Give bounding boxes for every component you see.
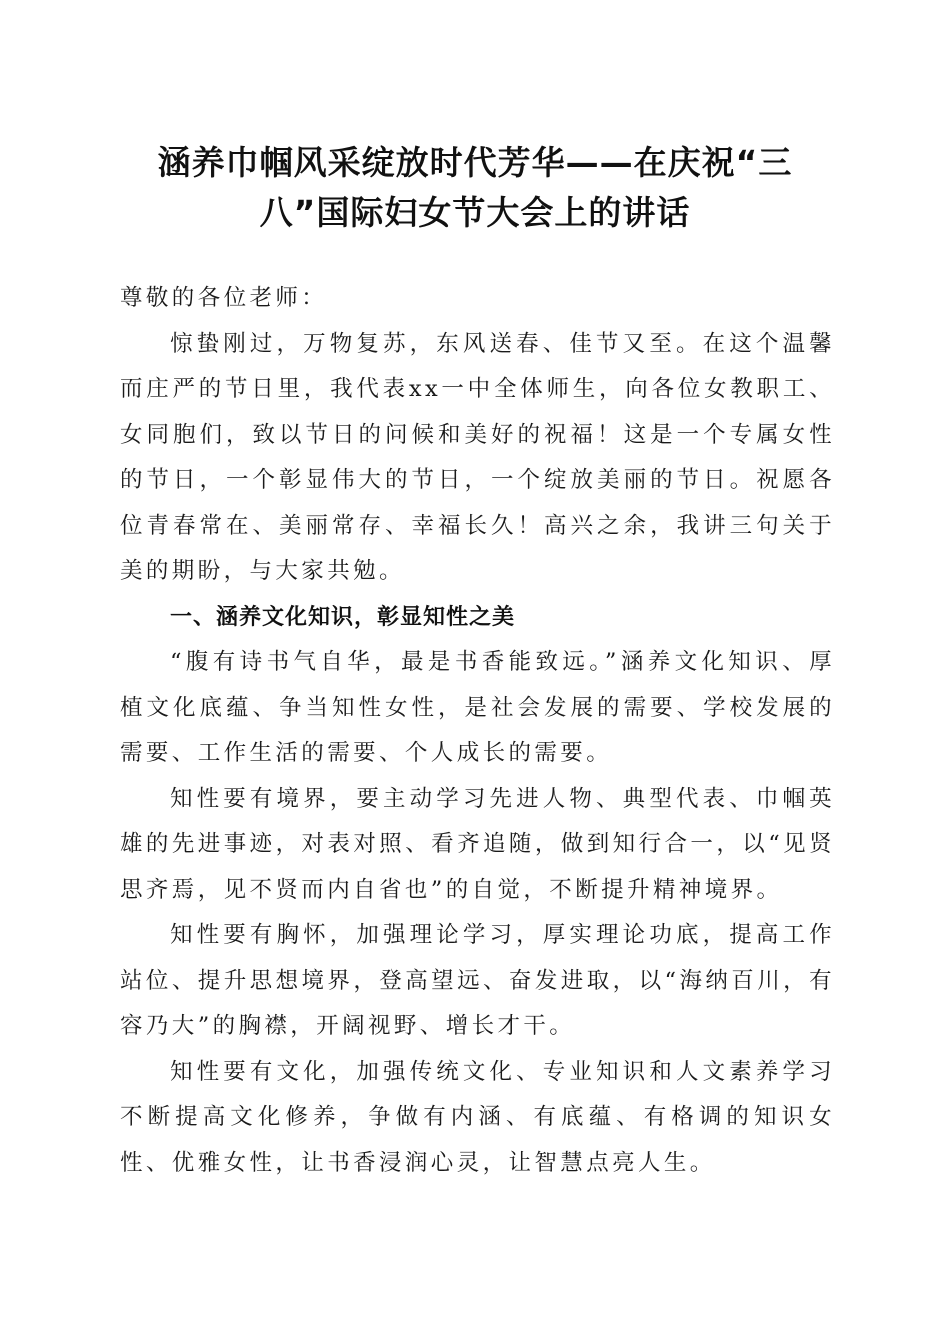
section-paragraph: 知性要有文化，加强传统文化、专业知识和人文素养学习不断提高文化修养，争做有内涵、有底蕴、有格调的知识女性、优雅女性，让书香浸润心灵，让智慧点亮人生。: [120, 1058, 835, 1176]
section-heading: 一、涵养文化知识，彰显知性之美: [170, 604, 516, 630]
salutation: 尊敬的各位老师：: [120, 285, 328, 311]
section-paragraph: 知性要有境界，要主动学习先进人物、典型代表、巾帼英雄的先进事迹，对表对照、看齐追随，做到知行合一，以“见贤思齐焉，见不贤而内自省也”的自觉，不断提升精神境界。: [120, 785, 835, 903]
document-title: 涵养巾帼风采绽放时代芳华——在庆祝“三八”国际妇女节大会上的讲话: [157, 143, 793, 232]
section-paragraph: “腹有诗书气自华，最是书香能致远。”涵养文化知识、厚植文化底蕴、争当知性女性，是社会发展的需要、学校发展的需要、工作生活的需要、个人成长的需要。: [120, 649, 835, 766]
intro-paragraph: 惊蛰刚过，万物复苏，东风送春、佳节又至。在这个温馨而庄严的节日里，我代表xx一中全体师生，向各位女教职工、女同胞们，致以节日的问候和美好的祝福！这是一个专属女性的节日，一个彰显伟大的节日，一个绽放美丽的节日。祝愿各位青春常在、美丽常存、幸福长久！高兴之余，我讲三句关于美的期盼，与大家共勉。: [120, 330, 835, 584]
document-body: [120, 276, 835, 1186]
section-paragraph: 知性要有胸怀，加强理论学习，厚实理论功底，提高工作站位、提升思想境界，登高望远、奋发进取，以“海纳百川，有容乃大”的胸襟，开阔视野、增长才干。: [120, 922, 835, 1039]
